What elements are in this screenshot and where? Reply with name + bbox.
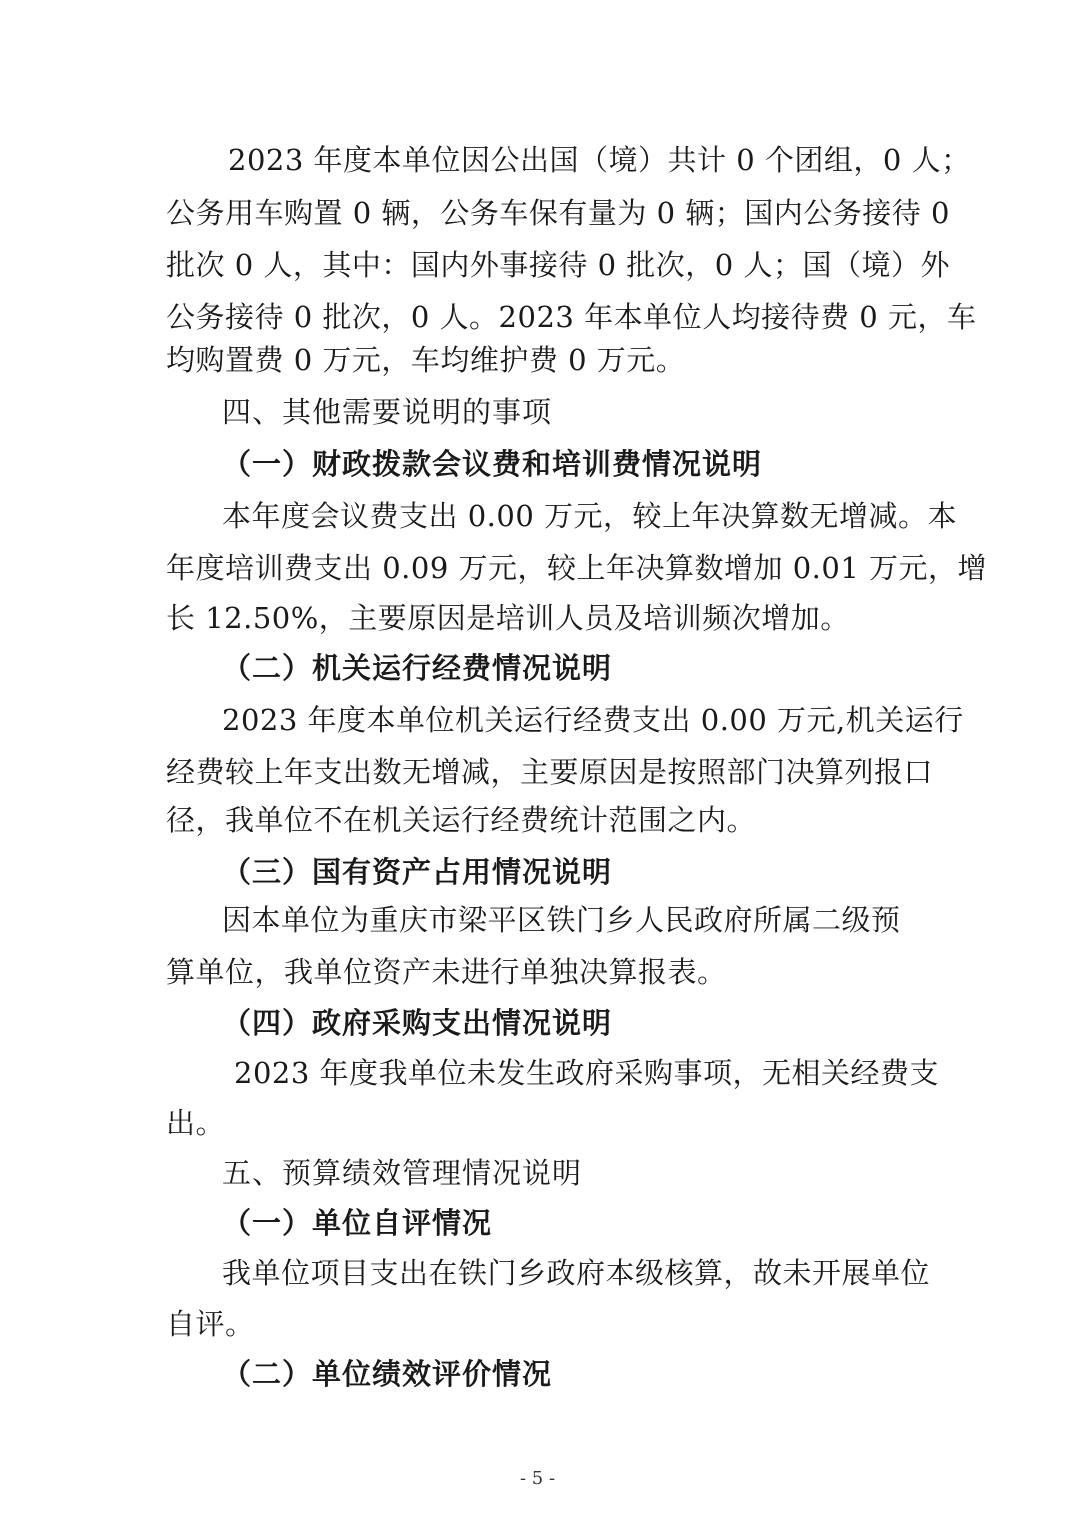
subsection-heading: （一）单位自评情况: [222, 1206, 493, 1240]
paragraph-line: 算单位，我单位资产未进行单独决算报表。: [166, 955, 727, 989]
paragraph-line: 经费较上年支出数无增减，主要原因是按照部门决算列报口: [166, 755, 934, 789]
section-heading: 四、其他需要说明的事项: [222, 395, 553, 429]
paragraph-line: 年度培训费支出 0.09 万元，较上年决算数增加 0.01 万元，增: [166, 551, 988, 585]
paragraph-line: 均购置费 0 万元，车均维护费 0 万元。: [166, 343, 686, 377]
subsection-heading: （四）政府采购支出情况说明: [222, 1006, 613, 1040]
paragraph-line: 本年度会议费支出 0.00 万元，较上年决算数无增减。本: [222, 499, 958, 533]
paragraph-line: 长 12.50%，主要原因是培训人员及培训频次增加。: [166, 601, 850, 635]
paragraph-line: 公务用车购置 0 辆，公务车保有量为 0 辆；国内公务接待 0: [166, 196, 950, 230]
paragraph-line: 2023 年度本单位机关运行经费支出 0.00 万元,机关运行: [222, 703, 964, 737]
paragraph-line: 2023 年度我单位未发生政府采购事项，无相关经费支: [234, 1056, 940, 1090]
paragraph-line: 出。: [166, 1106, 226, 1140]
paragraph-line: 公务接待 0 批次，0 人。2023 年本单位人均接待费 0 元，车: [166, 300, 977, 334]
paragraph-line: 自评。: [166, 1307, 255, 1341]
subsection-heading: （二）机关运行经费情况说明: [222, 651, 613, 685]
paragraph-line: 2023 年度本单位因公出国（境）共计 0 个团组，0 人；: [228, 143, 971, 177]
page-number: - 5 -: [519, 1468, 556, 1489]
paragraph-line: 批次 0 人，其中：国内外事接待 0 批次，0 人；国（境）外: [166, 248, 950, 282]
subsection-heading: （二）单位绩效评价情况: [222, 1357, 553, 1391]
paragraph-line: 径，我单位不在机关运行经费统计范围之内。: [166, 803, 757, 837]
paragraph-line: 因本单位为重庆市梁平区铁门乡人民政府所属二级预: [222, 903, 901, 937]
subsection-heading: （三）国有资产占用情况说明: [222, 855, 613, 889]
subsection-heading: （一）财政拨款会议费和培训费情况说明: [222, 447, 763, 481]
paragraph-line: 我单位项目支出在铁门乡政府本级核算，故未开展单位: [222, 1256, 931, 1290]
section-heading: 五、预算绩效管理情况说明: [222, 1156, 583, 1190]
